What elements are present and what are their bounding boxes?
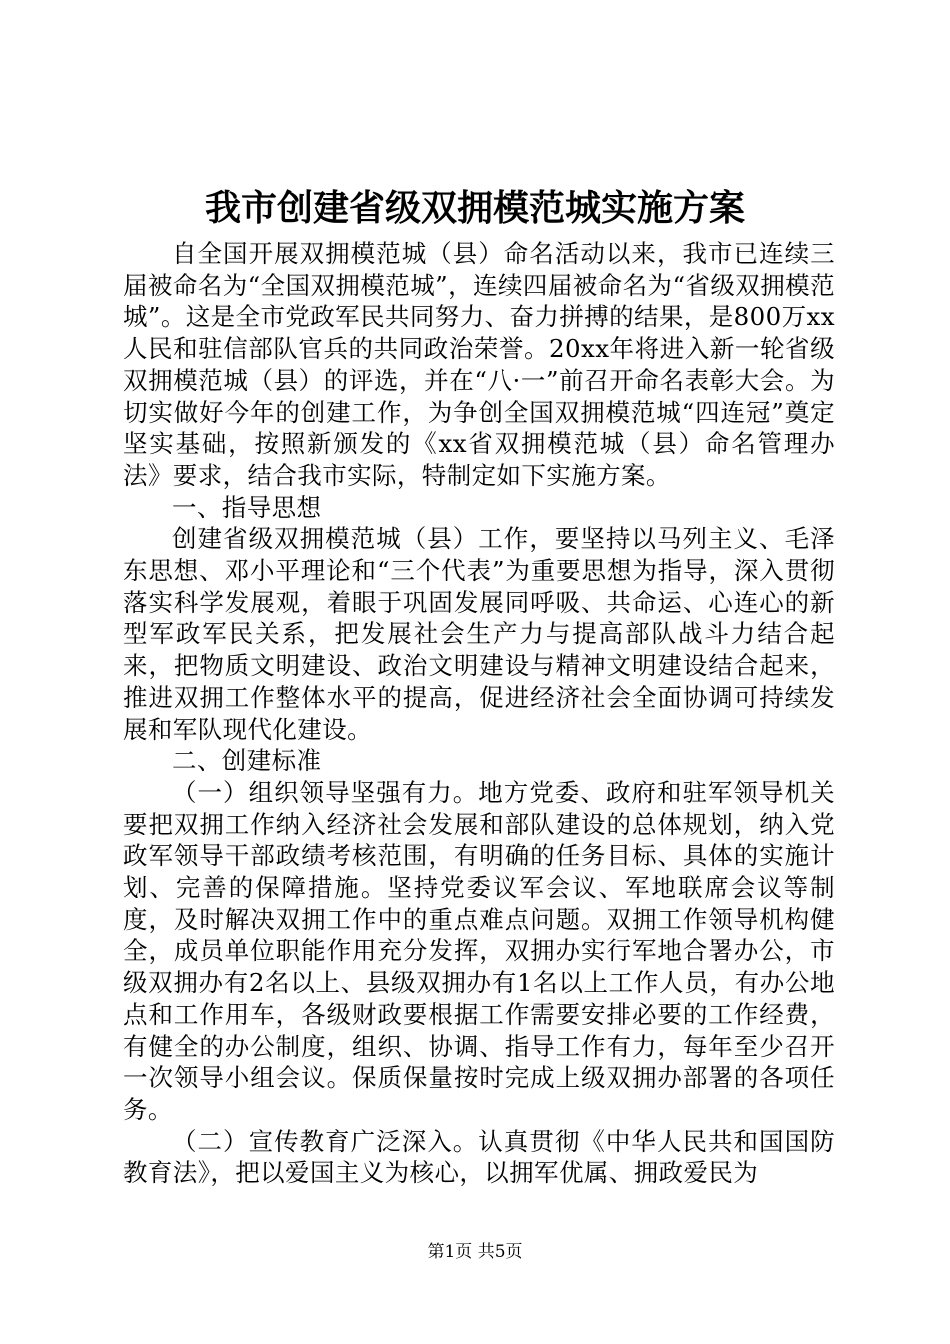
section-heading-standards: 二、创建标准 xyxy=(172,746,322,776)
document-body xyxy=(123,238,835,1189)
paragraph-standard-2: （二）宣传教育广泛深入。认真贯彻《中华人民共和国国防教育法》，把以爱国主义为核心，以拥军优属、拥政爱民为 xyxy=(123,1126,835,1188)
page-number: 第1页 共5页 xyxy=(427,1242,523,1262)
document-title: 我市创建省级双拥模范城实施方案 xyxy=(204,187,745,229)
paragraph-guiding-thought: 创建省级双拥模范城（县）工作，要坚持以马列主义、毛泽东思想、邓小平理论和“三个代表”为重要思想为指导，深入贯彻落实科学发展观，着眼于巩固发展同呼吸、共命运、心连心的新型军政军民关系，把发展社会生产力与提高部队战斗力结合起来，把物质文明建设、政治文明建设与精神文明建设结合起来，推进双拥工作整体水平的提高，促进经济社会全面协调可持续发展和军队现代化建设。 xyxy=(123,524,835,744)
paragraph-standard-1: （一）组织领导坚强有力。地方党委、政府和驻军领导机关要把双拥工作纳入经济社会发展和部队建设的总体规划，纳入党政军领导干部政绩考核范围，有明确的任务目标、具体的实施计划、完善的保障措施。坚持党委议军会议、军地联席会议等制度，及时解决双拥工作中的重点难点问题。双拥工作领导机构健全，成员单位职能作用充分发挥，双拥办实行军地合署办公，市级双拥办有2名以上、县级双拥办有1名以上工作人员，有办公地点和工作用车，各级财政要根据工作需要安排必要的工作经费，有健全的办公制度，组织、协调、指导工作有力，每年至少召开一次领导小组会议。保质保量按时完成上级双拥办部署的各项任务。 xyxy=(123,777,835,1124)
section-heading-guiding-thought: 一、指导思想 xyxy=(172,492,322,522)
paragraph-intro: 自全国开展双拥模范城（县）命名活动以来，我市已连续三届被命名为“全国双拥模范城”，连续四届被命名为“省级双拥模范城”。这是全市党政军民共同努力、奋力拼搏的结果，是800万xx人民和驻信部队官兵的共同政治荣誉。20xx年将进入新一轮省级双拥模范城（县）的评选，并在“八·一”前召开命名表彰大会。为切实做好今年的创建工作，为争创全国双拥模范城“四连冠”奠定坚实基础，按照新颁发的《xx省双拥模范城（县）命名管理办法》要求，结合我市实际，特制定如下实施方案。 xyxy=(123,239,835,490)
